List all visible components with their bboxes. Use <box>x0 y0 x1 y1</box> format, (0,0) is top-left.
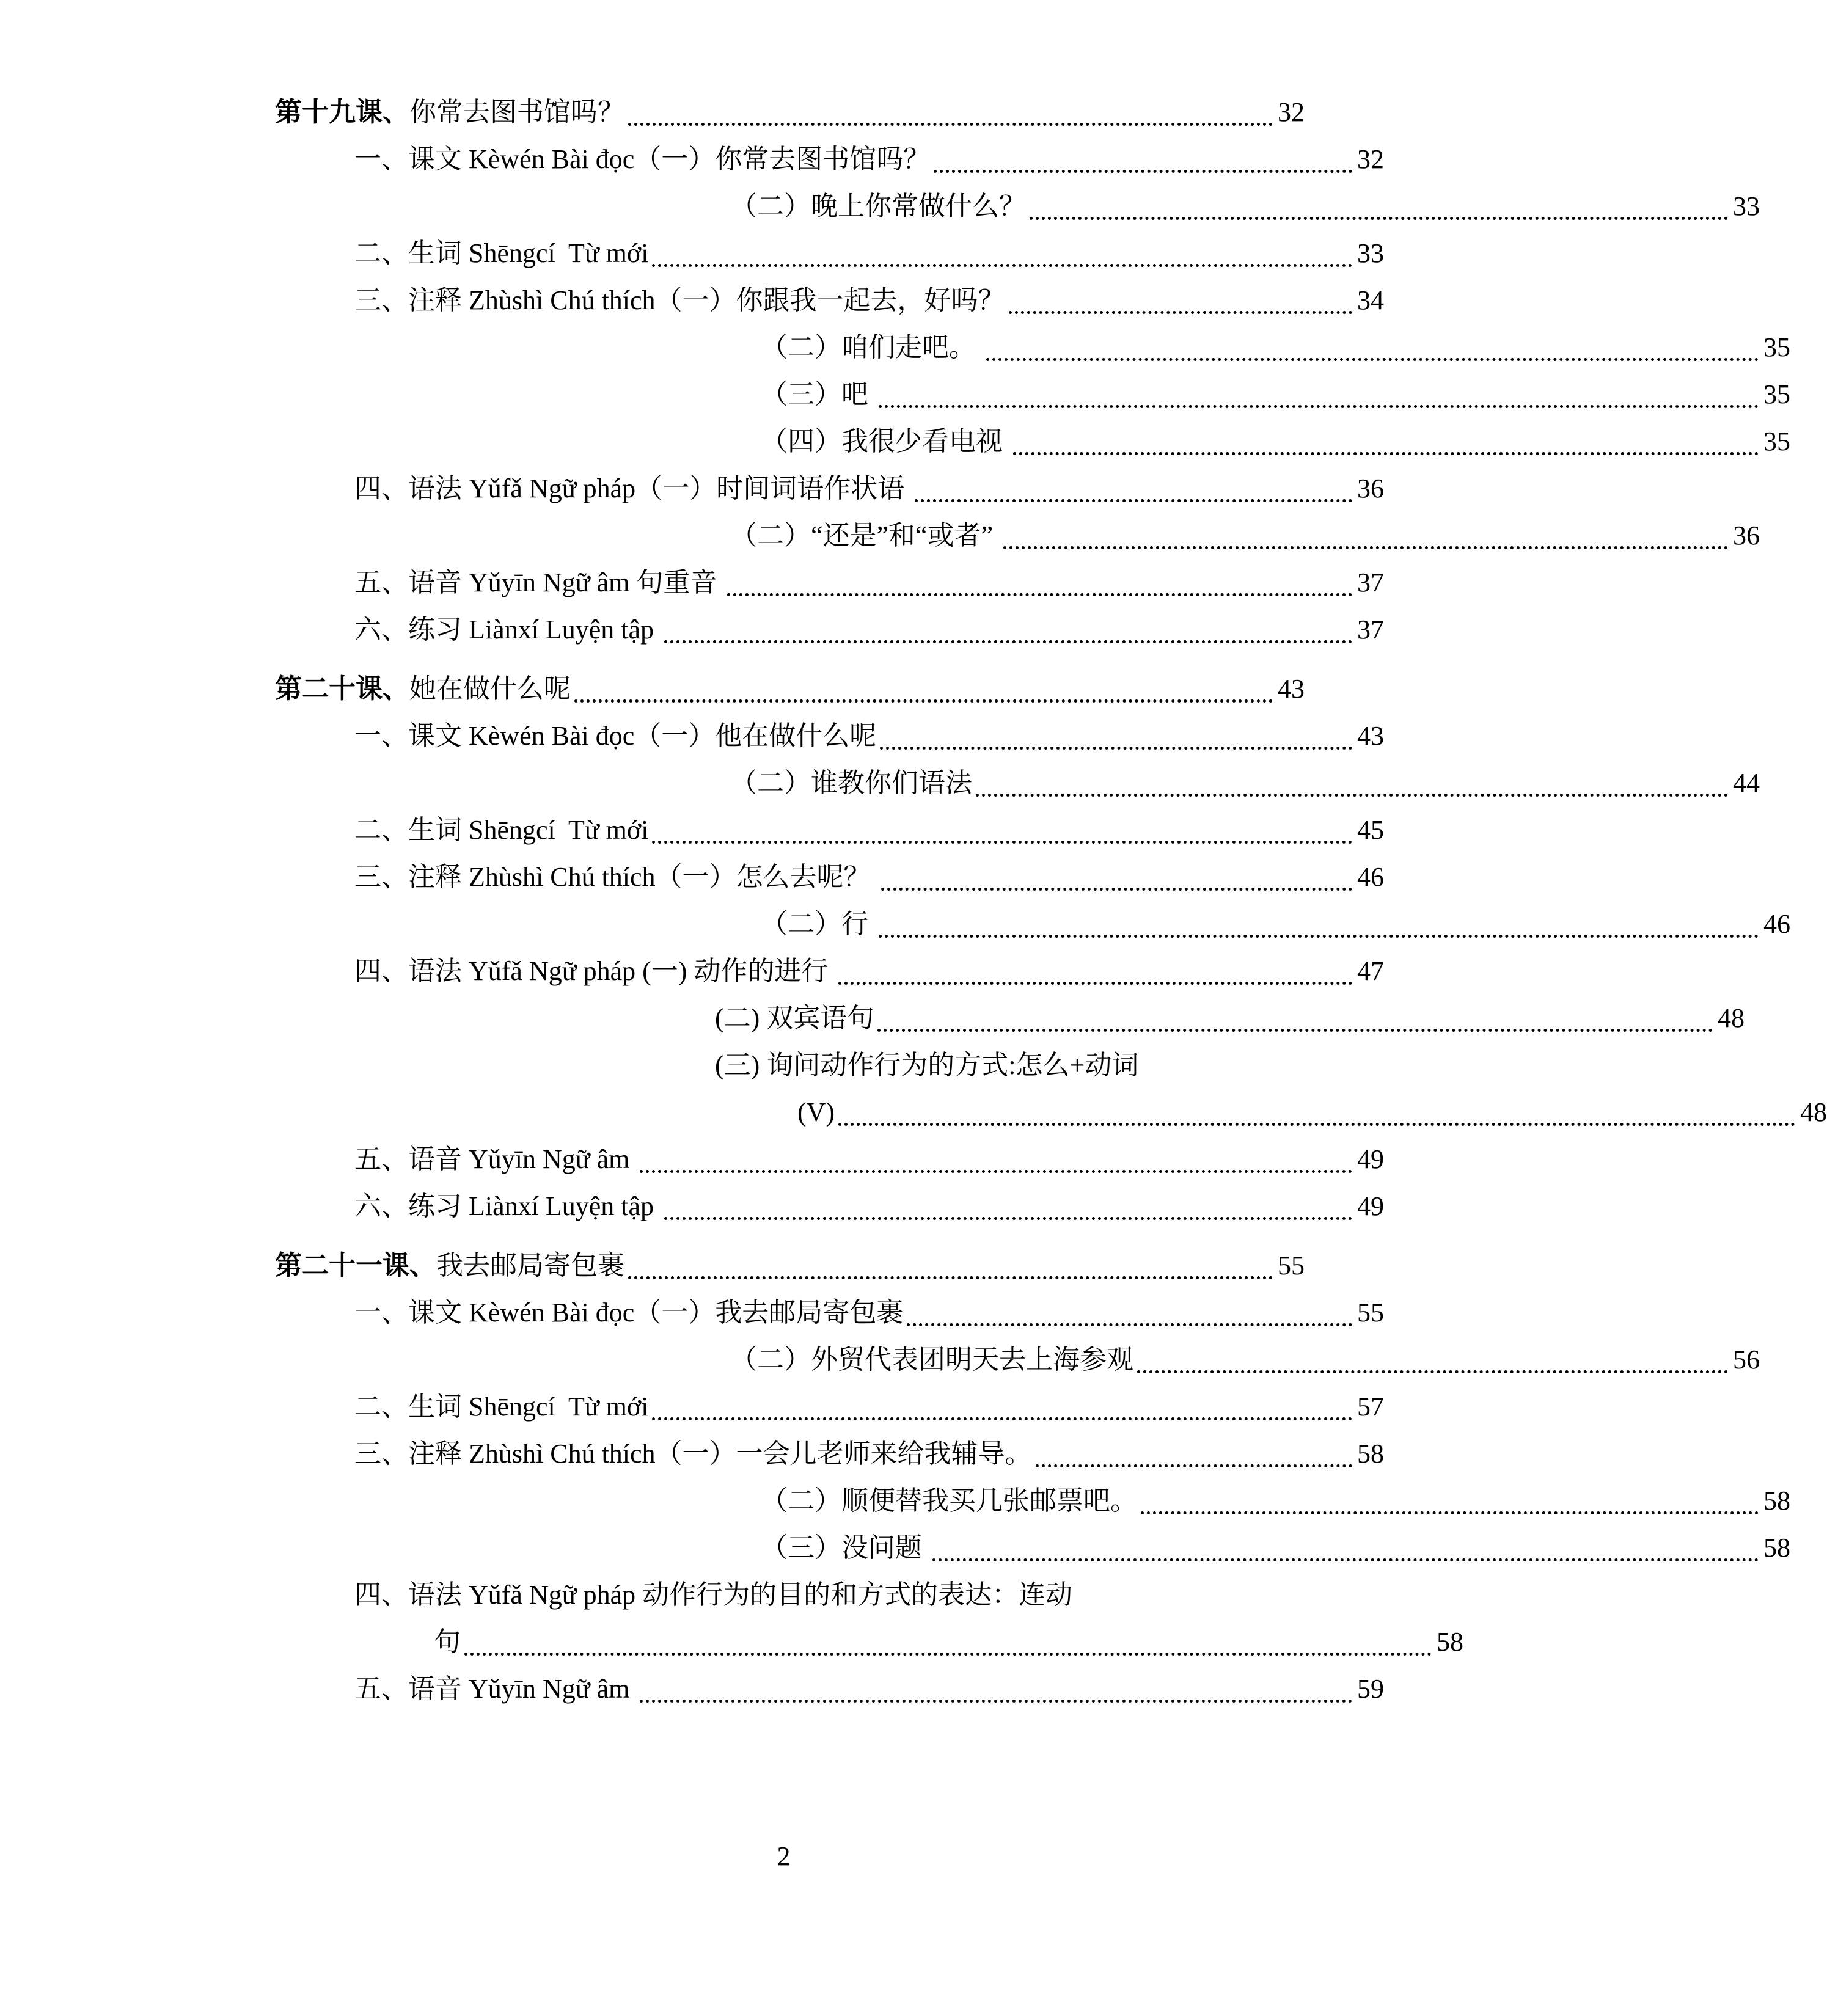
toc-row <box>269 1618 1463 1665</box>
chapter-number: 第二十课、 <box>275 674 409 704</box>
toc-entry-label: （二）行 <box>761 909 875 939</box>
toc-row <box>269 1336 1760 1383</box>
toc-page-number: 33 <box>1357 238 1384 268</box>
toc-entry-label: 一、课文 Kèwén Bài đọc（一）我去邮局寄包裹 <box>354 1298 904 1328</box>
dot-leader <box>640 1170 1352 1173</box>
toc-entry-label: 四、语法 Yǔfǎ Ngữ pháp (一) 动作的进行 <box>354 956 835 986</box>
toc-page-number: 58 <box>1437 1627 1463 1657</box>
toc-page-number: 45 <box>1357 815 1384 845</box>
toc-page-number: 34 <box>1357 285 1384 315</box>
dot-leader <box>1036 1464 1352 1467</box>
dot-leader <box>1009 311 1352 314</box>
dot-leader <box>464 1653 1432 1656</box>
dot-leader <box>628 1276 1273 1279</box>
chapter-number: 第二十一课、 <box>275 1251 436 1280</box>
toc-page-number: 43 <box>1278 674 1305 704</box>
toc-entry-label: 句 <box>434 1627 461 1657</box>
toc-row <box>269 89 1305 136</box>
toc-entry-label: 三、注释 Zhùshì Chú thích（一）怎么去呢？ <box>354 862 877 892</box>
toc-page-number: 32 <box>1357 144 1384 174</box>
toc-page-number: 35 <box>1763 379 1790 409</box>
toc-page-number: 32 <box>1278 97 1305 127</box>
toc-page-number: 57 <box>1357 1392 1384 1422</box>
toc-row <box>269 1383 1384 1430</box>
dot-leader <box>877 1029 1713 1032</box>
toc-entry-label: 二、生词 Shēngcí Từ mới <box>354 1392 649 1422</box>
toc-row <box>269 759 1760 806</box>
toc-page-number: 48 <box>1800 1097 1827 1127</box>
toc-row <box>269 559 1384 606</box>
toc-row <box>269 1089 1827 1136</box>
toc-entry-label: 六、练习 Liànxí Luyện tập <box>354 1191 661 1221</box>
toc-row <box>269 665 1305 712</box>
toc-page-number: 55 <box>1357 1298 1384 1328</box>
toc-page-number: 56 <box>1733 1345 1760 1375</box>
toc-entry-label: (三) 询问动作行为的方式:怎么+动词 <box>715 1050 1139 1080</box>
toc-row <box>269 806 1384 853</box>
toc-row <box>269 1430 1384 1477</box>
toc-row <box>269 948 1384 995</box>
toc-row <box>269 1136 1384 1183</box>
toc-page-number: 43 <box>1357 721 1384 751</box>
toc-page-number: 58 <box>1357 1439 1384 1469</box>
dot-leader <box>915 499 1352 502</box>
toc-entry-label: (二) 双宾语句 <box>715 1003 874 1033</box>
toc-page-number: 55 <box>1278 1251 1305 1280</box>
toc-page-number: 49 <box>1357 1191 1384 1221</box>
toc-row <box>269 1042 1745 1089</box>
page-number-footer: 2 <box>777 1841 791 1871</box>
dot-leader <box>932 1558 1759 1561</box>
toc-entry-label: 一、课文 Kèwén Bài đọc（一）你常去图书馆吗？ <box>354 144 931 174</box>
toc-entry-label: 二、生词 Shēngcí Từ mới <box>354 238 649 268</box>
dot-leader <box>652 841 1352 844</box>
toc-row <box>269 1571 1384 1618</box>
toc-page-number: 33 <box>1733 191 1760 221</box>
dot-leader <box>1141 1511 1759 1514</box>
toc-row <box>269 183 1760 230</box>
dot-leader <box>628 123 1273 126</box>
toc-row <box>269 1477 1790 1524</box>
toc-entry-label: 四、语法 Yǔfǎ Ngữ pháp（一）时间词语作状语 <box>354 473 912 503</box>
toc-row <box>269 1289 1384 1336</box>
toc-page-number: 58 <box>1763 1533 1790 1563</box>
toc-row <box>269 418 1790 465</box>
dot-leader <box>838 982 1352 985</box>
table-of-contents <box>269 89 1827 1712</box>
toc-entry-label: 三、注释 Zhùshì Chú thích（一）一会儿老师来给我辅导。 <box>354 1439 1032 1469</box>
toc-entry-label: （四）我很少看电视 <box>761 426 1009 456</box>
toc-row <box>269 853 1384 900</box>
toc-row <box>269 324 1790 371</box>
toc-row <box>269 512 1760 559</box>
dot-leader <box>879 405 1759 408</box>
dot-leader <box>574 699 1273 703</box>
toc-entry-label: 五、语音 Yǔyīn Ngữ âm 句重音 <box>354 568 724 597</box>
dot-leader <box>640 1700 1352 1703</box>
toc-entry-label: 三、注释 Zhùshì Chú thích（一）你跟我一起去，好吗？ <box>354 285 1005 315</box>
toc-page-number: 49 <box>1357 1144 1384 1174</box>
dot-leader <box>1013 452 1759 455</box>
toc-page-number: 36 <box>1733 520 1760 550</box>
toc-page-number: 47 <box>1357 956 1384 986</box>
toc-entry-label: （二）外贸代表团明天去上海参观 <box>730 1345 1133 1375</box>
toc-page-number: 37 <box>1357 568 1384 597</box>
dot-leader <box>664 640 1352 643</box>
toc-row <box>269 1242 1305 1289</box>
toc-page-number: 59 <box>1357 1674 1384 1704</box>
dot-leader <box>879 935 1759 938</box>
toc-entry-label: 一、课文 Kèwén Bài đọc（一）他在做什么呢 <box>354 721 877 751</box>
toc-page-number: 58 <box>1763 1486 1790 1516</box>
toc-entry-label: 第二十一课、我去邮局寄包裹 <box>275 1251 624 1280</box>
toc-entry-label: （二）晚上你常做什么？ <box>730 191 1026 221</box>
toc-entry-label: 第十九课、你常去图书馆吗？ <box>275 97 624 127</box>
toc-entry-label: 六、练习 Liànxí Luyện tập <box>354 615 661 645</box>
toc-row <box>269 371 1790 418</box>
dot-leader <box>1137 1370 1728 1373</box>
dot-leader <box>976 794 1728 797</box>
toc-row <box>269 277 1384 324</box>
toc-page-number: 48 <box>1718 1003 1745 1033</box>
toc-page-number: 35 <box>1763 426 1790 456</box>
toc-entry-label: 四、语法 Yǔfǎ Ngữ pháp 动作行为的目的和方式的表达：连动 <box>354 1580 1073 1610</box>
dot-leader <box>664 1217 1352 1220</box>
toc-entry-label: （二）顺便替我买几张邮票吧。 <box>761 1486 1137 1516</box>
toc-entry-label: （二）“还是”和“或者” <box>730 520 1000 550</box>
dot-leader <box>1003 546 1728 549</box>
toc-entry-label: 五、语音 Yǔyīn Ngữ âm <box>354 1144 637 1174</box>
toc-page-number: 37 <box>1357 615 1384 645</box>
toc-row <box>269 900 1790 948</box>
toc-page-number: 36 <box>1357 473 1384 503</box>
toc-page-number: 46 <box>1357 862 1384 892</box>
toc-page-number: 46 <box>1763 909 1790 939</box>
toc-row <box>269 1183 1384 1230</box>
toc-entry-label: （二）谁教你们语法 <box>730 768 972 798</box>
dot-leader <box>652 1417 1352 1420</box>
toc-row <box>269 606 1384 653</box>
chapter-number: 第十九课、 <box>275 97 409 127</box>
toc-entry-label: 五、语音 Yǔyīn Ngữ âm <box>354 1674 637 1704</box>
toc-row <box>269 1665 1384 1712</box>
dot-leader <box>880 747 1352 750</box>
toc-row <box>269 712 1384 759</box>
toc-entry-label: 二、生词 Shēngcí Từ mới <box>354 815 649 845</box>
dot-leader <box>907 1323 1352 1326</box>
dot-leader <box>652 264 1352 267</box>
dot-leader <box>881 888 1352 891</box>
toc-entry-label: （三）吧 <box>761 379 875 409</box>
toc-row <box>269 136 1384 183</box>
toc-entry-label: 第二十课、她在做什么呢 <box>275 674 571 704</box>
dot-leader <box>838 1123 1795 1126</box>
toc-entry-label: (V) <box>797 1097 835 1127</box>
toc-row <box>269 995 1745 1042</box>
toc-row <box>269 465 1384 512</box>
toc-page-number: 35 <box>1763 332 1790 362</box>
toc-entry-label: （二）咱们走吧。 <box>761 332 983 362</box>
dot-leader <box>986 358 1759 361</box>
toc-row <box>269 230 1384 277</box>
dot-leader <box>934 170 1352 173</box>
dot-leader <box>727 593 1352 596</box>
toc-entry-label: （三）没问题 <box>761 1533 929 1563</box>
toc-page-number: 44 <box>1733 768 1760 798</box>
dot-leader <box>1030 217 1728 220</box>
toc-row <box>269 1524 1790 1571</box>
